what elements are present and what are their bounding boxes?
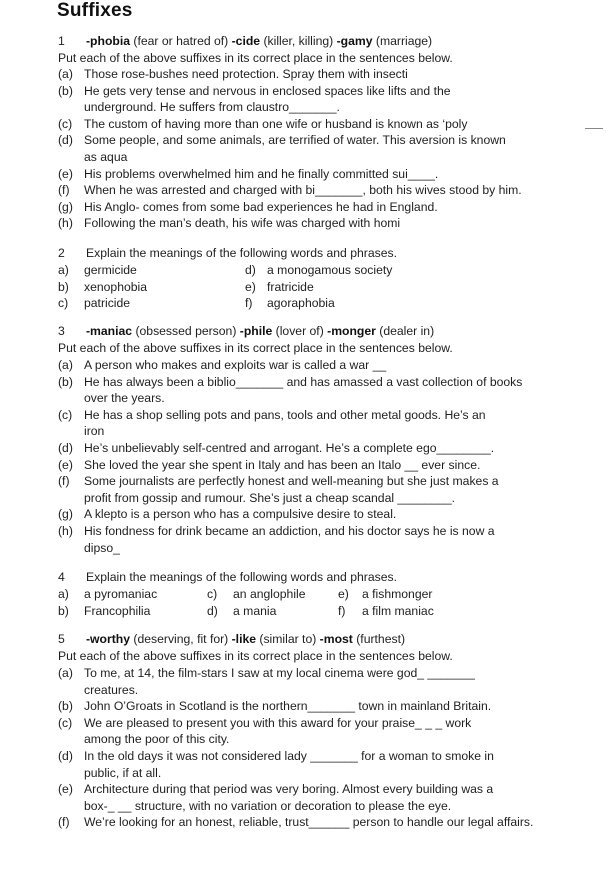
section-heading: Explain the meanings of the following words and phrases. <box>86 246 397 260</box>
item-text: underground. He suffers from claustro_______. <box>84 100 340 115</box>
item-text: His problems overwhelmed him and he finally committed sui____. <box>84 166 439 181</box>
item-label: c) <box>58 296 69 311</box>
item-label: a) <box>58 587 69 601</box>
item-text: creatures. <box>84 682 139 697</box>
item-text: among the poor of this city. <box>84 732 230 747</box>
item-text: The custom of having more than one wife or husband is known as ‘poly <box>84 116 468 131</box>
item-label: (e) <box>58 782 73 797</box>
item-text: as aqua <box>84 150 128 164</box>
item-text: He’s unbelievably self-centred and arrogant. He’s a complete ego________. <box>84 441 495 455</box>
section-number: 4 <box>58 570 65 584</box>
suffix-meaning: (similar to) <box>256 632 320 646</box>
item-text: In the old days it was not considered lady _______ for a woman to smoke in <box>84 749 494 763</box>
item-label: c) <box>207 587 218 601</box>
item-label: (f) <box>58 474 70 489</box>
suffix-term: -maniac <box>86 324 133 338</box>
item-label: (g) <box>58 199 73 214</box>
item-label: (c) <box>58 116 73 131</box>
item-label: b) <box>58 279 69 294</box>
item-label: (f) <box>58 815 70 830</box>
item-text: box-_ __ structure, with no variation or decoration to please the eye. <box>84 798 452 813</box>
item-text: germicide <box>84 263 137 277</box>
item-label: (b) <box>58 699 73 714</box>
section-number: 3 <box>58 324 65 338</box>
item-text: xenophobia <box>84 279 148 294</box>
item-text: She loved the year she spent in Italy and has been an Italo __ ever since. <box>84 457 481 472</box>
item-text: public, if at all. <box>84 765 162 780</box>
item-text: John O’Groats in Scotland is the northern_______ town in mainland Britain. <box>84 699 492 714</box>
item-text: A person who makes and exploits war is called a war __ <box>84 358 387 372</box>
item-label: (a) <box>58 67 73 81</box>
item-label: d) <box>207 603 218 618</box>
suffix-term: -phile <box>239 324 273 338</box>
suffix-term: -monger <box>327 324 376 338</box>
item-text: profit from gossip and rumour. She’s just a cheap scandal ________. <box>84 490 456 505</box>
item-text: We are pleased to present you with this award for your praise_ _ _ work <box>84 715 472 730</box>
item-text: patricide <box>84 296 131 311</box>
item-label: f) <box>245 296 253 311</box>
item-label: e) <box>338 587 349 601</box>
item-text: a pyromaniac <box>84 587 158 601</box>
item-label: (c) <box>58 715 73 730</box>
item-text: When he was arrested and charged with bi_______, both his wives stood by him. <box>84 183 522 198</box>
suffix-term: -worthy <box>86 632 131 646</box>
item-label: (d) <box>58 441 73 455</box>
suffix-meaning: (deserving, fit for) <box>130 632 232 646</box>
item-text: Some journalists are perfectly honest and well-meaning but she just makes a <box>84 474 499 489</box>
item-label: (e) <box>58 166 73 181</box>
suffix-term: -like <box>231 632 257 646</box>
section-instruction: Put each of the above suffixes in its correct place in the sentences below. <box>58 649 453 663</box>
suffix-meaning: (dealer in) <box>375 324 435 338</box>
item-text: Those rose-bushes need protection. Spray them with insecti <box>84 67 408 81</box>
suffix-term: -gamy <box>336 34 373 48</box>
item-text: His fondness for drink became an addiction, and his doctor says he is now a <box>84 524 495 538</box>
item-text: fratricide <box>267 279 314 294</box>
item-label: a) <box>58 263 69 277</box>
item-label: (b) <box>58 374 73 389</box>
item-text: To me, at 14, the film-stars I saw at my local cinema were god_ _______ <box>84 666 475 680</box>
suffix-meaning: (marriage) <box>372 34 433 48</box>
item-text: dipso_ <box>84 540 120 555</box>
item-text: a film maniac <box>362 603 434 618</box>
section-number: 2 <box>58 246 65 260</box>
section-instruction: Put each of the above suffixes in its correct place in the sentences below. <box>58 51 453 65</box>
item-text: His Anglo- comes from some bad experiences he had in England. <box>84 199 438 214</box>
section-heading <box>86 324 434 338</box>
section-heading <box>86 34 432 48</box>
section-number: 1 <box>58 34 65 48</box>
item-text: a mania <box>233 603 277 618</box>
item-text: over the years. <box>84 391 165 406</box>
section-number: 5 <box>58 632 65 646</box>
item-text: iron <box>84 424 105 439</box>
item-text: We’re looking for an honest, reliable, trust______ person to handle our legal affairs. <box>84 815 534 830</box>
item-text: agoraphobia <box>267 296 335 311</box>
item-label: (c) <box>58 407 73 422</box>
item-label: (a) <box>58 666 73 680</box>
item-text: A klepto is a person who has a compulsive desire to steal. <box>84 507 397 522</box>
item-label: (h) <box>58 524 73 538</box>
item-text: He gets very tense and nervous in enclosed spaces like lifts and the <box>84 83 451 98</box>
suffix-meaning: (obsessed person) <box>132 324 240 338</box>
item-label: (d) <box>58 133 73 148</box>
item-label: d) <box>245 263 256 277</box>
suffix-term: -cide <box>231 34 261 48</box>
item-text: He has a shop selling pots and pans, tools and other metal goods. He’s an <box>84 407 486 422</box>
section-instruction: Put each of the above suffixes in its correct place in the sentences below. <box>58 341 453 355</box>
item-text: He has always been a biblio_______ and has amassed a vast collection of books <box>84 374 523 389</box>
suffix-term: -most <box>319 632 353 646</box>
item-text: Francophilia <box>84 603 151 618</box>
margin-rule <box>585 128 603 129</box>
item-label: (d) <box>58 749 73 763</box>
suffix-meaning: (furthest) <box>352 632 406 646</box>
page-title: Suffixes <box>57 0 133 21</box>
item-label: b) <box>58 603 69 618</box>
item-label: f) <box>338 603 346 618</box>
item-text: Some people, and some animals, are terrified of water. This aversion is known <box>84 133 506 148</box>
section-heading <box>86 632 405 646</box>
item-text: an anglophile <box>233 587 306 601</box>
section-heading: Explain the meanings of the following words and phrases. <box>86 570 397 584</box>
item-label: (h) <box>58 216 73 231</box>
item-label: (g) <box>58 507 73 522</box>
item-label: (a) <box>58 358 73 372</box>
item-label: (b) <box>58 83 73 98</box>
item-label: (e) <box>58 457 73 472</box>
item-text: Architecture during that period was very boring. Almost every building was a <box>84 782 494 797</box>
item-text: Following the man’s death, his wife was charged with homi <box>84 216 401 231</box>
suffix-meaning: (fear or hatred of) <box>130 34 232 48</box>
suffix-term: -phobia <box>86 34 131 48</box>
suffix-meaning: (killer, killing) <box>260 34 337 48</box>
item-label: (f) <box>58 183 70 198</box>
item-text: a monogamous society <box>267 263 393 277</box>
suffix-meaning: (lover of) <box>272 324 328 338</box>
item-label: e) <box>245 279 256 294</box>
item-text: a fishmonger <box>362 587 433 601</box>
